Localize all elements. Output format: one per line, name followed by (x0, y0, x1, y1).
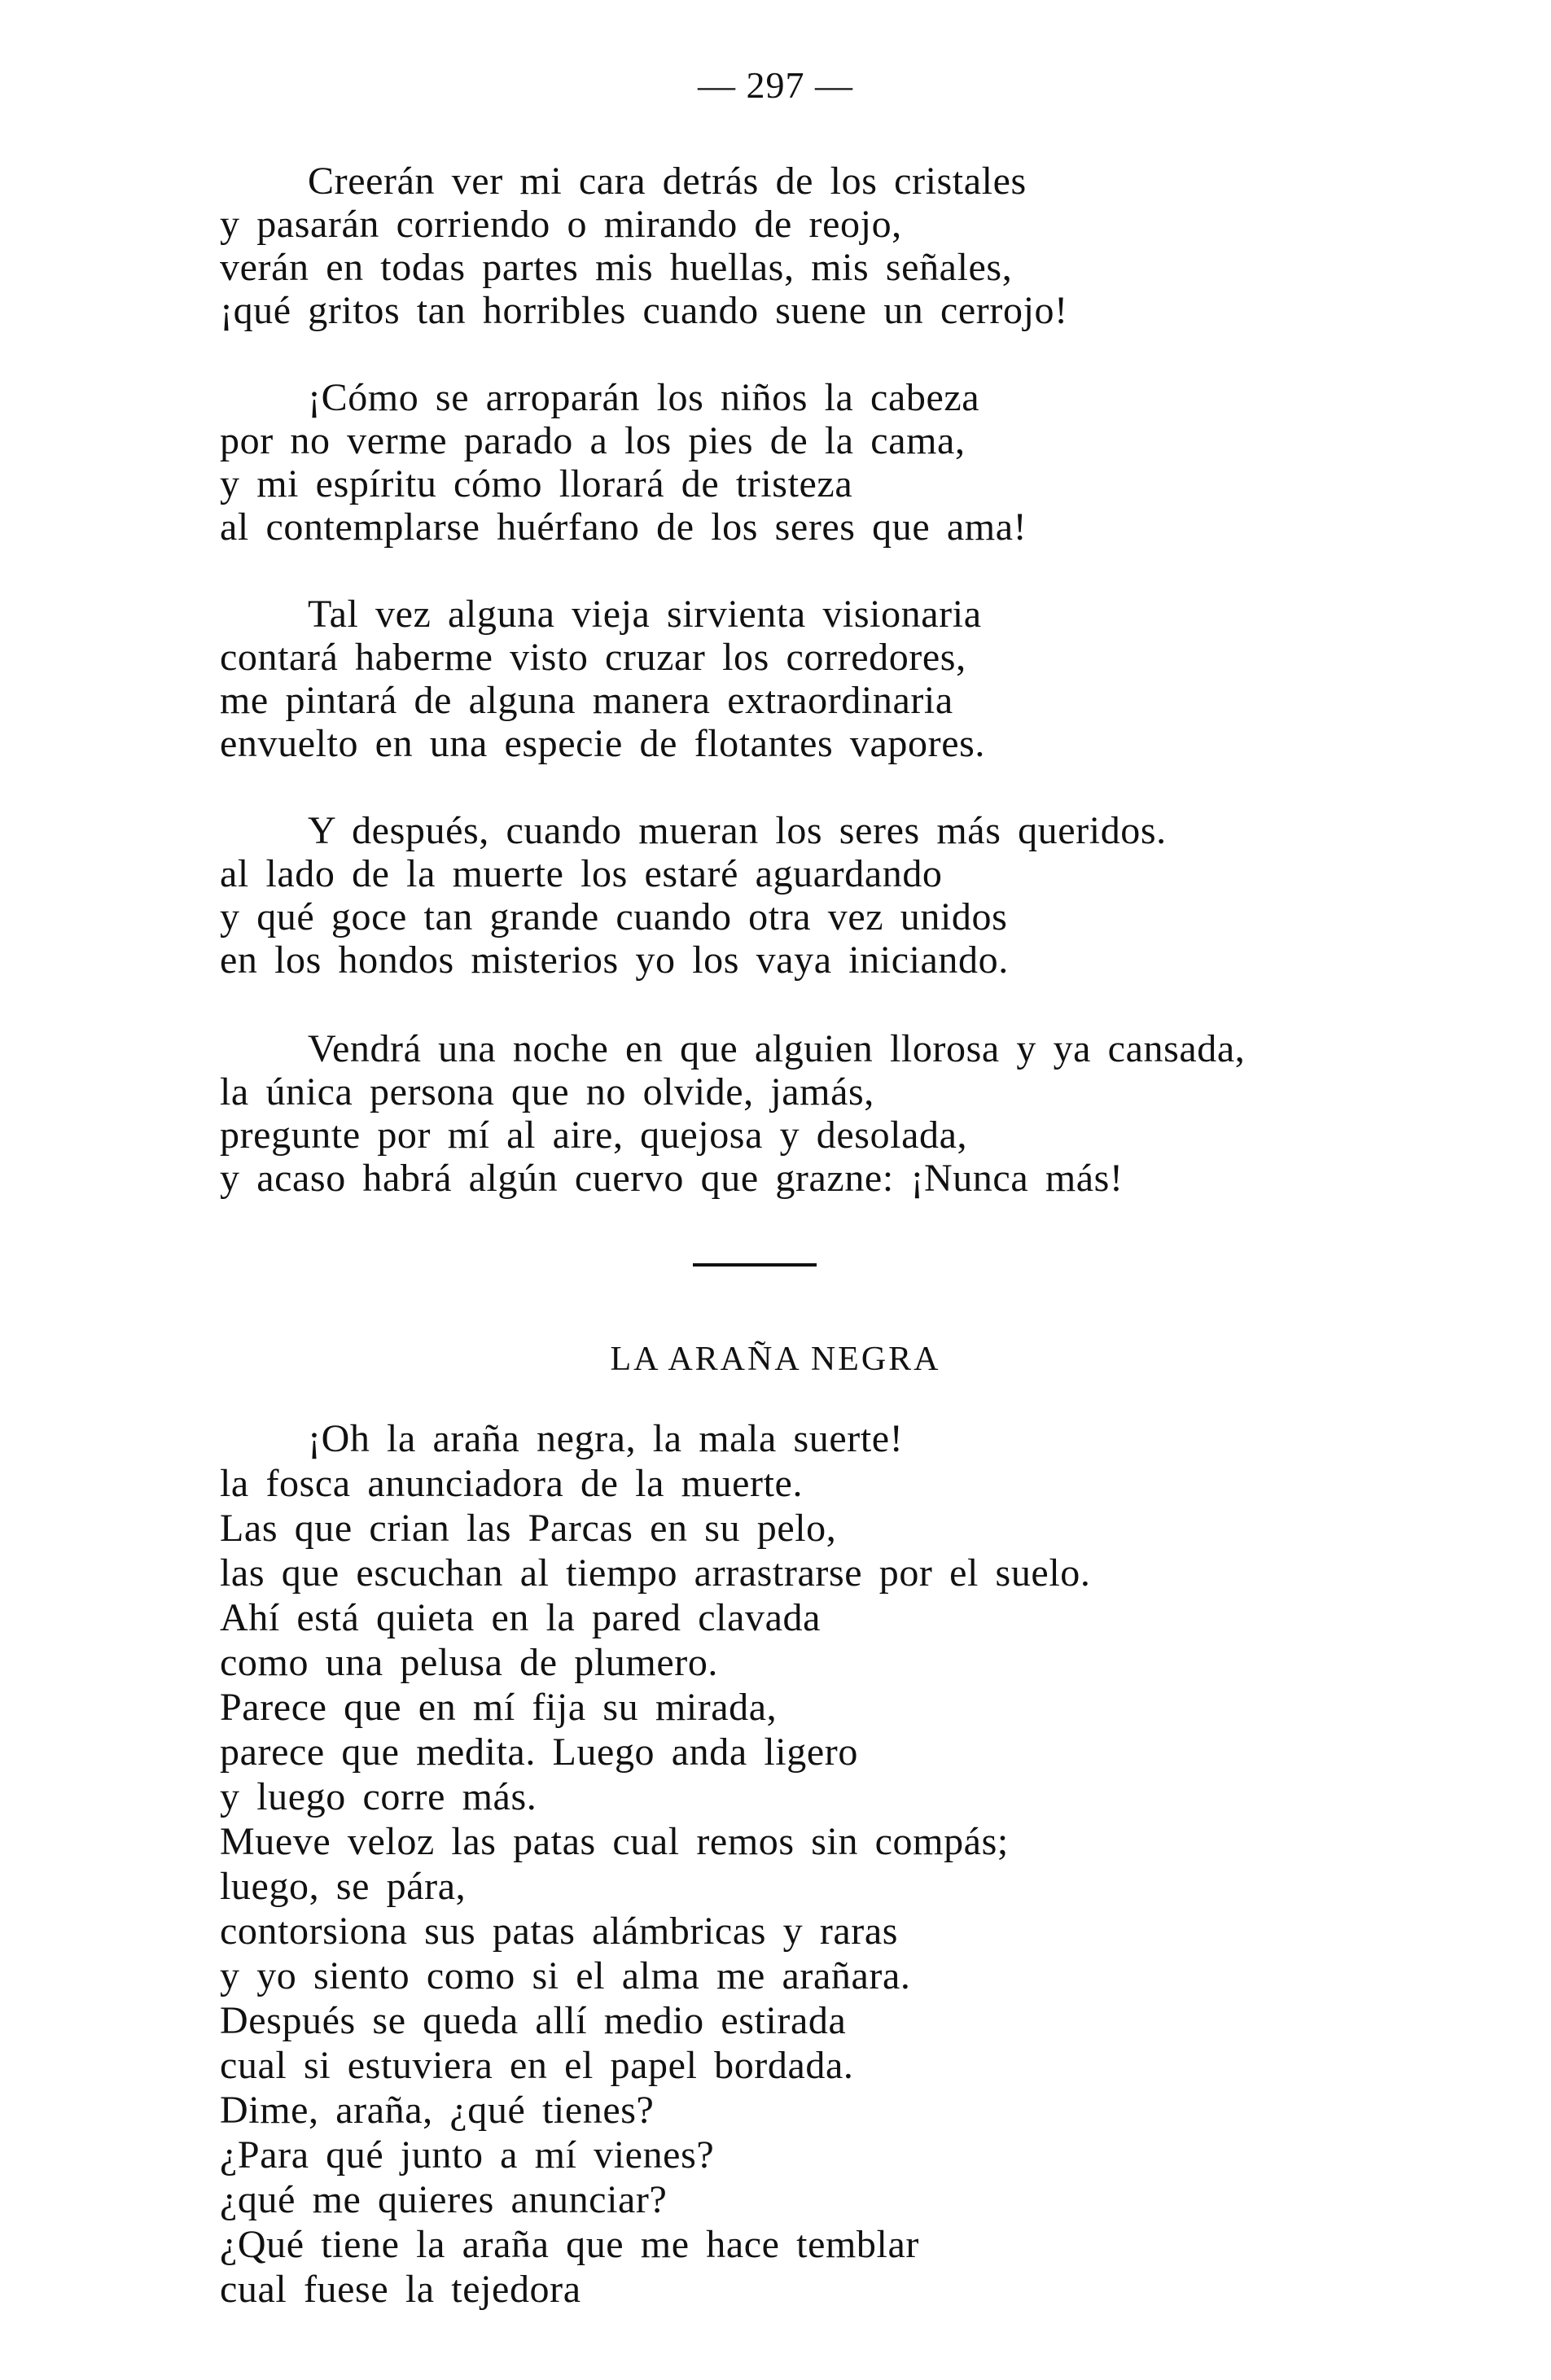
verse-line: como una pelusa de plumero. (220, 1641, 719, 1684)
verse-line: Y después, cuando mueran los seres más queridos. (308, 809, 1167, 852)
verse-line: y acaso habrá algún cuervo que grazne: ¡Nunca más! (220, 1157, 1124, 1200)
verse-line: ¿Para qué junto a mí vienes? (220, 2133, 715, 2177)
verse-line: Dime, araña, ¿qué tienes? (220, 2089, 655, 2132)
stanza-3 (220, 593, 1441, 765)
verse-line: Ahí está quieta en la pared clavada (220, 1596, 821, 1639)
verse-line: cual fuese la tejedora (220, 2268, 581, 2311)
verse-line: por no verme parado a los pies de la cama, (220, 419, 966, 462)
verse-line: la fosca anunciadora de la muerte. (220, 1462, 804, 1505)
verse-line: Mueve veloz las patas cual remos sin compás; (220, 1820, 1009, 1863)
stanza-1 (220, 160, 1441, 332)
verse-line: cual si estuviera en el papel bordada. (220, 2044, 854, 2087)
verse-line: las que escuchan al tiempo arrastrarse por el suelo. (220, 1551, 1091, 1595)
verse-line: al contemplarse huérfano de los seres que ama! (220, 505, 1027, 549)
verse-line: y luego corre más. (220, 1775, 537, 1818)
verse-line: ¡qué gritos tan horribles cuando suene un cerrojo! (220, 289, 1068, 332)
verse-line: ¿qué me quieres anunciar? (220, 2178, 668, 2221)
verse-line: Tal vez alguna vieja sirvienta visionaria (308, 593, 982, 636)
verse-line: contorsiona sus patas alámbricas y raras (220, 1910, 899, 1953)
poem-title: LA ARAÑA NEGRA (610, 1341, 941, 1378)
verse-line: al lado de la muerte los estaré aguardando (220, 852, 943, 895)
verse-line: Después se queda allí medio estirada (220, 1999, 847, 2042)
page-number: — 297 — (698, 64, 853, 106)
verse-line: pregunte por mí al aire, quejosa y desolada, (220, 1113, 968, 1157)
verse-line: y pasarán corriendo o mirando de reojo, (220, 203, 902, 246)
verse-line: y yo siento como si el alma me arañara. (220, 1954, 911, 1997)
stanza-2 (220, 376, 1441, 549)
verse-line: Vendrá una noche en que alguien llorosa y ya cansada, (308, 1027, 1246, 1070)
verse-line: y qué goce tan grande cuando otra vez unidos (220, 895, 1008, 938)
verse-line: contará haberme visto cruzar los corredores, (220, 636, 966, 679)
verse-line: ¿Qué tiene la araña que me hace temblar (220, 2223, 919, 2266)
verse-line: y mi espíritu cómo llorará de tristeza (220, 462, 853, 505)
section-divider (693, 1263, 817, 1267)
poem-body (220, 1416, 1441, 2312)
verse-line: en los hondos misterios yo los vaya iniciando. (220, 938, 1009, 982)
verse-line: la única persona que no olvide, jamás, (220, 1070, 874, 1113)
verse-line: Creerán ver mi cara detrás de los cristales (308, 160, 1027, 203)
stanza-5 (220, 1027, 1441, 1200)
verse-line: me pintará de alguna manera extraordinaria (220, 679, 953, 722)
verse-line: ¡Oh la araña negra, la mala suerte! (308, 1417, 904, 1460)
verse-line: parece que medita. Luego anda ligero (220, 1730, 858, 1774)
verse-line: envuelto en una especie de flotantes vapores. (220, 722, 985, 765)
verse-line: ¡Cómo se arroparán los niños la cabeza (308, 376, 980, 419)
stanza-4 (220, 809, 1441, 982)
verse-line: verán en todas partes mis huellas, mis señales, (220, 246, 1013, 289)
verse-line: Parece que en mí fija su mirada, (220, 1686, 778, 1729)
verse-line: luego, se pára, (220, 1865, 467, 1908)
verse-line: Las que crian las Parcas en su pelo, (220, 1507, 837, 1550)
